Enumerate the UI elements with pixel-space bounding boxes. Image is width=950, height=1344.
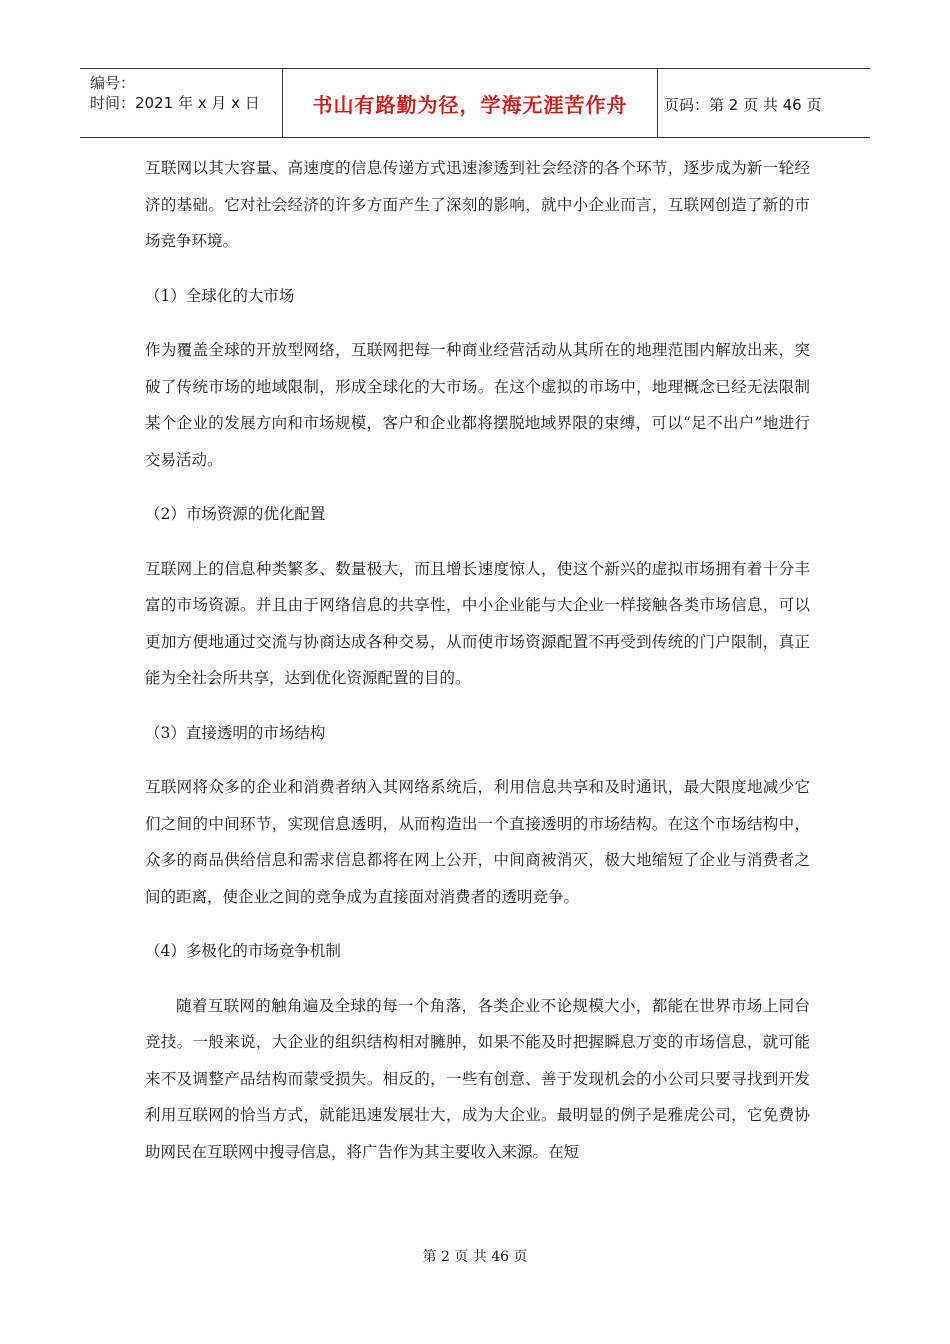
page-footer: 第 2 页 共 46 页 (422, 1249, 528, 1265)
paragraph-global-market: 作为覆盖全球的开放型网络，互联网把每一种商业经营活动从其所在的地理范围内解放出来，突破了传统市场的地域限制，形成全球化的大市场。在这个虚拟的市场中，地理概念已经无法限制某个企业的发展方向和市场规模，客户和企业都将摆脱地域界限的束缚，可以“足不出户”地进行交易活动。 (145, 341, 810, 469)
paragraph-competition-mechanism: 随着互联网的触角遍及全球的每一个角落，各类企业不论规模大小，都能在世界市场上同台竞技。一般来说，大企业的组织结构相对臃肿，如果不能及时把握瞬息万变的市场信息，就可能来不及调整产品结构而蒙受损失。相反的，一些有创意、善于发现机会的小公司只要寻找到开发利用互联网的恰当方式，就能迅速发展壮大，成为大企业。最明显的例子是雅虎公司，它免费协助网民在互联网中搜寻信息，将广告作为其主要收入来源。在短 (145, 996, 810, 1161)
page-header (80, 68, 870, 138)
paragraph-intro: 互联网以其大容量、高速度的信息传递方式迅速渗透到社会经济的各个环节，逐步成为新一轮经济的基础。它对社会经济的许多方面产生了深刻的影响，就中小企业而言，互联网创造了新的市场竞争环境。 (145, 159, 810, 250)
section-heading-4: （4）多极化的市场竞争机制 (145, 942, 341, 960)
paragraph-market-structure: 互联网将众多的企业和消费者纳入其网络系统后，利用信息共享和及时通讯，最大限度地减少它们之间的中间环节，实现信息透明，从而构造出一个直接透明的市场结构。在这个市场结构中，众多的商品供给信息和需求信息都将在网上公开，中间商被消灭，极大地缩短了企业与消费者之间的距离，使企业之间的竞争成为直接面对消费者的透明竞争。 (145, 778, 810, 906)
document-date-label: 时间：2021 年 x 月 x 日 (90, 94, 260, 112)
section-heading-1: （1）全球化的大市场 (145, 286, 295, 305)
header-motto-cell (283, 69, 658, 137)
header-info-cell (80, 69, 283, 137)
document-body (145, 150, 810, 1188)
section-heading-2: （2）市场资源的优化配置 (145, 505, 326, 523)
paragraph-resource-allocation: 互联网上的信息种类繁多、数量极大，而且增长速度惊人，使这个新兴的虚拟市场拥有着十分丰富的市场资源。并且由于网络信息的共享性，中小企业能与大企业一样接触各类市场信息，可以更加方便地通过交流与协商达成各种交易，从而使市场资源配置不再受到传统的门户限制，真正能为全社会所共享，达到优化资源配置的目的。 (145, 559, 810, 687)
header-page-number: 页码：第 2 页 共 46 页 (664, 96, 822, 114)
section-heading-3: （3）直接透明的市场结构 (145, 723, 326, 742)
header-motto: 书山有路勤为径，学海无涯苦作舟 (312, 93, 628, 117)
header-page-cell (658, 69, 870, 137)
document-number-label: 编号： (90, 74, 136, 92)
